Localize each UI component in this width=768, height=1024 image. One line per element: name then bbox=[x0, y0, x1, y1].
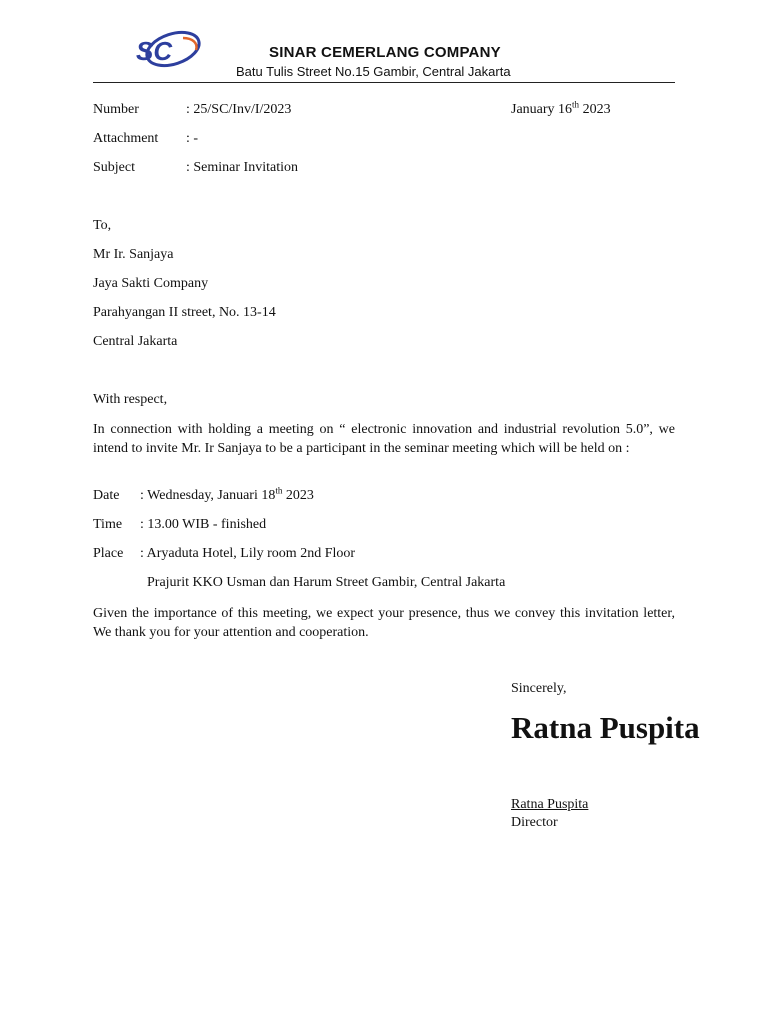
number-label: Number bbox=[93, 102, 139, 117]
event-place-address: Prajurit KKO Usman dan Harum Street Gambir, Central Jakarta bbox=[147, 575, 506, 590]
greeting: With respect, bbox=[93, 392, 168, 407]
event-date-value: : Wednesday, Januari 18th 2023 bbox=[140, 485, 314, 503]
event-date-label: Date bbox=[93, 488, 120, 503]
recipient-company: Jaya Sakti Company bbox=[93, 276, 209, 291]
signature: Ratna Puspita bbox=[511, 710, 700, 745]
event-place-value: : Aryaduta Hotel, Lily room 2nd Floor bbox=[140, 546, 356, 561]
company-logo bbox=[133, 28, 203, 70]
event-time-value: : 13.00 WIB - finished bbox=[140, 517, 267, 532]
logo-text: SC bbox=[136, 36, 173, 66]
header-divider bbox=[93, 82, 675, 83]
recipient-to: To, bbox=[93, 218, 112, 233]
recipient-street: Parahyangan II street, No. 13-14 bbox=[93, 305, 276, 320]
number-value: : 25/SC/Inv/I/2023 bbox=[186, 102, 292, 117]
attachment-value: : - bbox=[186, 131, 199, 146]
subject-value: : Seminar Invitation bbox=[186, 160, 298, 175]
recipient-name: Mr Ir. Sanjaya bbox=[93, 247, 174, 262]
signer-name: Ratna Puspita bbox=[511, 797, 589, 812]
attachment-label: Attachment bbox=[93, 131, 159, 146]
subject-label: Subject bbox=[93, 160, 135, 175]
closing-paragraph: Given the importance of this meeting, we expect your presence, thus we convey this invitation letter, We thank you for your attention and cooperation. bbox=[93, 606, 675, 640]
event-place-label: Place bbox=[93, 546, 124, 561]
signer-title: Director bbox=[511, 815, 558, 830]
company-address: Batu Tulis Street No.15 Gambir, Central Jakarta bbox=[236, 64, 511, 79]
sincerely: Sincerely, bbox=[511, 681, 567, 696]
event-time-label: Time bbox=[93, 517, 123, 532]
recipient-city: Central Jakarta bbox=[93, 334, 178, 349]
company-name: SINAR CEMERLANG COMPANY bbox=[269, 44, 501, 61]
intro-paragraph: In connection with holding a meeting on “ electronic innovation and industrial revolution 5.0”, we intend to invite Mr. Ir Sanjaya to be a participant in the seminar meeting which will be held on : bbox=[93, 422, 675, 456]
letter-date: January 16th 2023 bbox=[511, 99, 611, 117]
